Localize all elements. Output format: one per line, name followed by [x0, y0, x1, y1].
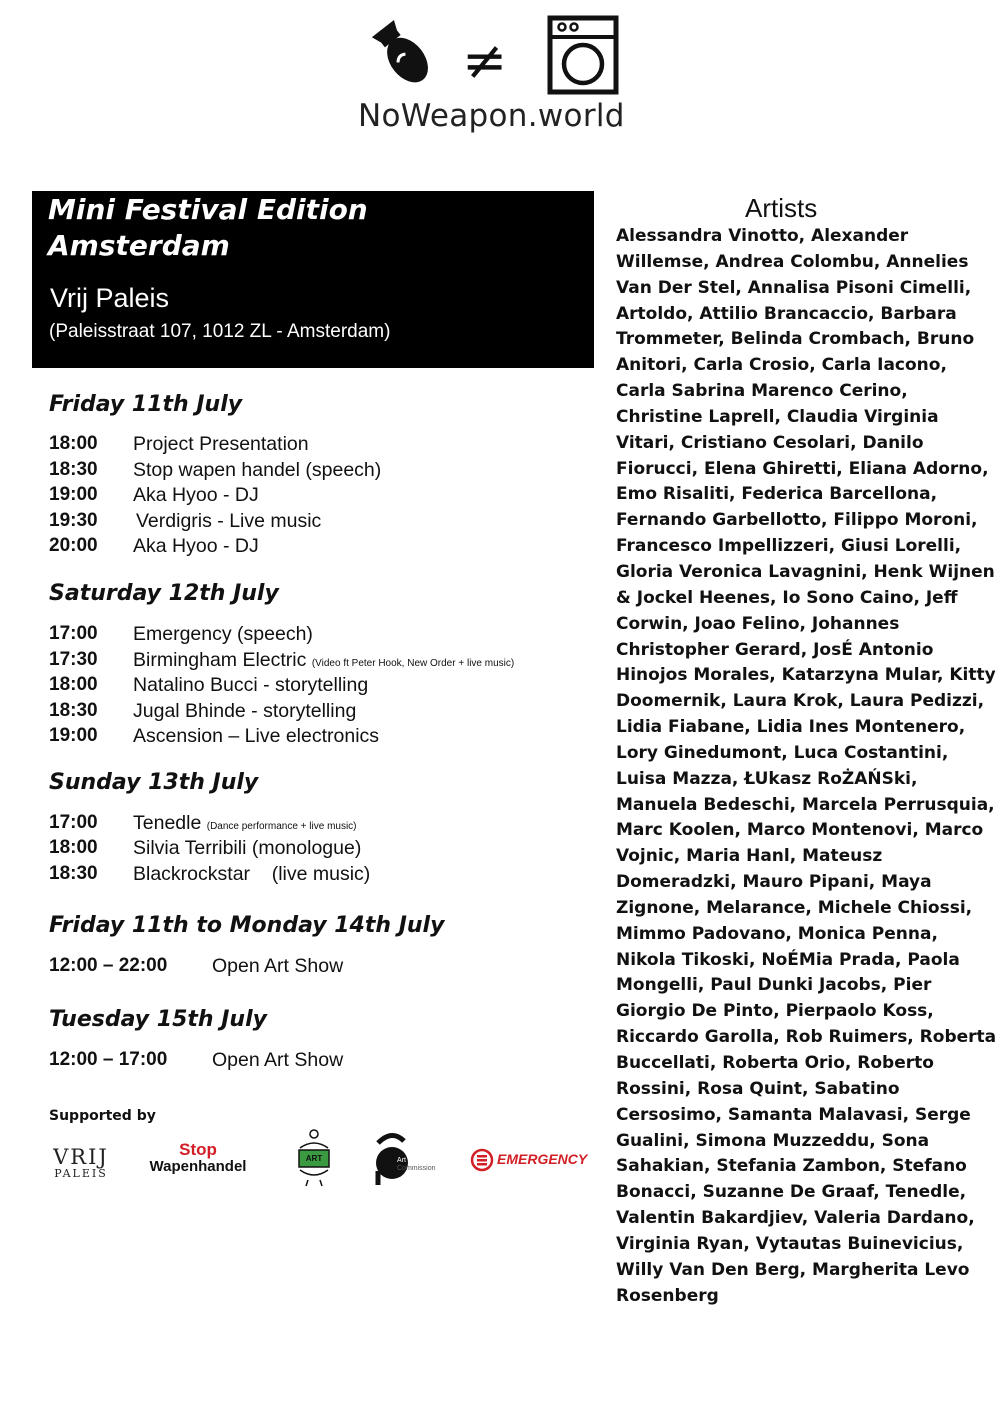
event-time: 18:30: [49, 700, 98, 721]
day-heading: Friday 11th to Monday 14th July: [49, 913, 445, 938]
bomb-icon: [362, 12, 442, 94]
event-title: Jugal Bhinde - storytelling: [133, 700, 357, 722]
day-heading: Sunday 13th July: [49, 770, 259, 795]
emergency-icon: [470, 1148, 494, 1172]
stop-wapenhandel-logo: [136, 1141, 260, 1175]
event-time: 18:00: [49, 674, 98, 695]
sponsor-line1: VRIJ: [53, 1145, 109, 1169]
event-time: 18:00: [49, 837, 98, 858]
event-title: Tenedle: [133, 812, 202, 834]
day-heading: Tuesday 15th July: [49, 1007, 267, 1032]
washing-machine-icon: [547, 15, 619, 95]
event-title: Verdigris - Live music: [136, 510, 322, 532]
event-title: Aka Hyoo - DJ: [133, 535, 259, 557]
event-time: 18:30: [49, 459, 98, 480]
event-time: 12:00 – 17:00: [49, 1049, 168, 1070]
event-time: 19:00: [49, 725, 98, 746]
logo-text: NoWeapon.world: [358, 98, 625, 134]
supported-by-label: Supported by: [49, 1108, 156, 1124]
artists-list: Alessandra Vinotto, Alexander Willemse, Andrea Colombu, Annelies Van Der Stel, Annalisa Pisoni Cimelli, Artoldo, Attilio Brancaccio, Barbara Trommeter, Belinda Crombach, Bruno Anitori, Carla Crosio, Carla Iacono, Carla Sabrina Marenco Cerino, Christine Laprell, Claudia Virginia Vitari, Cristiano Cesolari, Danilo Fiorucci, Elena Ghiretti, Eliana Adorno, Emo Risaliti, Federica Barcellona, Fernando Garbellotto, Filippo Moroni, Francesco Impellizzeri, Giusi Lorelli, Gloria Veronica Lavagnini, Henk Wijnen & Jockel Heenes, Io Sono Caino, Jeff Corwin, Joao Felino, Johannes Christopher Gerard, JosÉ Antonio Hinojos Morales, Katarzyna Mular, Kitty Doomernik, Laura Krok, Laura Pedizzi, Lidia Fiabane, Lidia Ines Montenero, Lory Ginedumont, Luca Costantini, Luisa Mazza, ŁUkasz RoŻAŃSki, Manuela Bedeschi, Marcela Perrusquia, Marc Koolen, Marco Montenovi, Marco Vojnic, Maria Hanl, Mateusz Domeradzki, Mauro Pipani, Maya Zignone, Melarance, Michele Chiossi, Mimmo Padovano, Monica Penna, Nikola Tikoski, NoÉMia Prada, Paola Mongelli, Paul Dunki Jacobs, Pier Giorgio De Pinto, Pierpaolo Koss, Riccardo Garolla, Rob Ruimers, Roberta Buccellati, Roberta Orio, Roberto Rossini, Rosa Quint, Sabatino Cersosimo, Samanta Malavasi, Serge Gualini, Simona Muzzeddu, Sona Sahakian, Stefania Zambon, Stefano Bonacci, Suzanne De Graaf, Tenedle, Valentin Bakardjiev, Valeria Dardano, Virginia Ryan, Vytautas Buinevicius, Willy Van Den Berg, Margherita Levo Rosenberg: [616, 226, 997, 1306]
day-heading: Saturday 12th July: [49, 581, 279, 606]
event-item: [133, 812, 357, 835]
event-note: (Video ft Peter Hook, New Order + live music): [311, 658, 515, 669]
sponsor-line2: Wapenhandel: [149, 1158, 247, 1175]
event-title: Stop wapen handel (speech): [133, 459, 382, 481]
sponsor-line1: EMERGENCY: [497, 1151, 588, 1167]
not-equal-sign: ≠: [462, 29, 508, 92]
festival-title-line1: Mini Festival Edition: [48, 193, 368, 226]
event-time: 12:00 – 22:00: [49, 955, 168, 976]
event-title: Silvia Terribili (monologue): [133, 837, 362, 859]
event-item: [133, 649, 514, 672]
artists-title: Artists: [745, 193, 818, 223]
day-heading: Friday 11th July: [49, 392, 243, 417]
event-title: Aka Hyoo - DJ: [133, 484, 259, 506]
emergency-logo: [470, 1148, 595, 1174]
event-title: Project Presentation: [133, 433, 309, 455]
event-title: Ascension – Live electronics: [133, 725, 380, 747]
art-commission-logo: [374, 1131, 444, 1186]
event-time: 20:00: [49, 535, 98, 556]
sponsor-line1: Art: [397, 1157, 406, 1164]
sponsor-line2: Commission: [397, 1165, 436, 1172]
event-title: Natalino Bucci - storytelling: [133, 674, 369, 696]
event-title: Emergency (speech): [133, 623, 313, 645]
event-title: Open Art Show: [212, 1049, 344, 1071]
event-time: 19:00: [49, 484, 98, 505]
event-time: 18:00: [49, 433, 98, 454]
festival-header: [32, 191, 594, 368]
event-time: 17:30: [49, 649, 98, 670]
sponsor-line1: ART: [305, 1154, 323, 1163]
event-time: 18:30: [49, 863, 98, 884]
event-title: Open Art Show: [212, 955, 344, 977]
sponsor-line2: PALEIS: [54, 1167, 108, 1180]
event-time: 17:00: [49, 812, 98, 833]
event-title: Blackrockstar (live music): [133, 863, 371, 885]
festival-title-line2: Amsterdam: [48, 229, 230, 262]
sponsor-line1: Stop: [179, 1140, 217, 1159]
event-title: Birmingham Electric: [133, 649, 307, 671]
vrij-paleis-logo: [50, 1147, 112, 1180]
venue-address: (Paleisstraat 107, 1012 ZL - Amsterdam): [49, 321, 391, 342]
event-note: (Dance performance + live music): [206, 821, 357, 832]
art-studio-logo: [294, 1128, 334, 1188]
event-time: 19:30: [49, 510, 98, 531]
event-time: 17:00: [49, 623, 98, 644]
venue-name: Vrij Paleis: [50, 283, 170, 313]
